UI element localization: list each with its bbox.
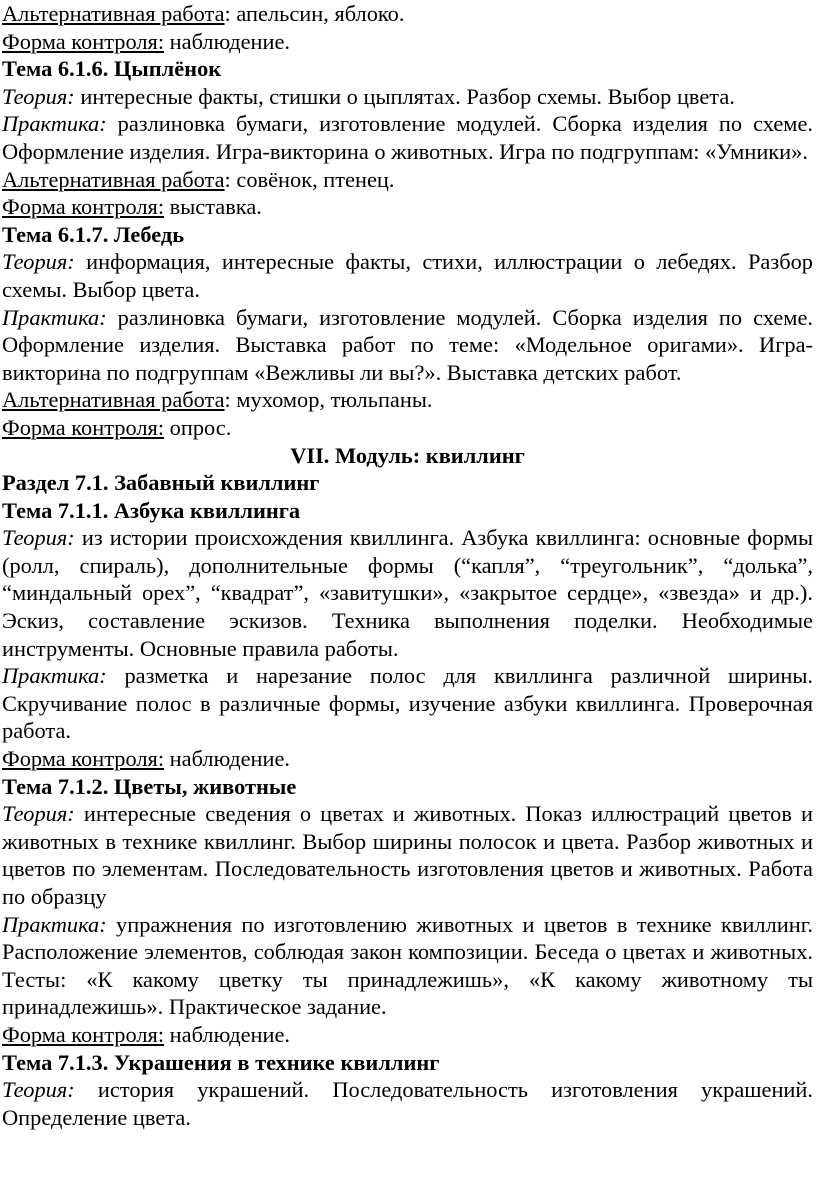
- control-form-label: Форма контроля:: [2, 1021, 165, 1047]
- alt-work-line: [2, 0, 813, 28]
- topic-heading: Тема 7.1.3. Украшения в технике квиллинг: [2, 1049, 440, 1075]
- alt-work-text: мухомор, тюльпаны.: [236, 387, 433, 413]
- topic-heading: Тема 6.1.6. Цыплёнок: [2, 56, 222, 82]
- practice-paragraph: [2, 304, 813, 387]
- control-form-line: [2, 193, 813, 221]
- theory-label: Теория:: [2, 525, 75, 551]
- theory-paragraph: [2, 1076, 813, 1131]
- theory-text: интересные сведения о цветах и животных. Показ иллюстраций цветов и животных в технике квиллинг. Выбор ширины полосок и цвета. Разбор животных и цветов по элементам. Последовательность изготовления цветов и животных. Работа по образцу: [2, 801, 813, 909]
- practice-label: Практика:: [2, 304, 107, 330]
- theory-paragraph: [2, 524, 813, 662]
- control-form-line: [2, 28, 813, 56]
- control-form-text: опрос.: [169, 414, 232, 440]
- control-form-label: Форма контроля:: [2, 414, 165, 440]
- theory-label: Теория:: [2, 801, 75, 827]
- control-form-label: Форма контроля:: [2, 28, 165, 54]
- practice-label: Практика:: [2, 663, 107, 689]
- alt-work-line: [2, 166, 813, 194]
- alt-work-label: Альтернативная работа: [2, 166, 225, 192]
- practice-paragraph: [2, 110, 813, 165]
- alt-work-label: Альтернативная работа: [2, 387, 225, 413]
- theory-paragraph: [2, 83, 813, 111]
- topic-heading: Тема 7.1.2. Цветы, животные: [2, 773, 297, 799]
- control-form-label: Форма контроля:: [2, 746, 165, 772]
- theory-text: интересные факты, стишки о цыплятах. Разбор схемы. Выбор цвета.: [74, 83, 735, 109]
- practice-text: разлиновка бумаги, изготовление модулей. Сборка изделия по схеме. Оформление изделия. Выставка работ по теме: «Модельное оригами». Игра-викторина по подгруппам «Вежливы ли вы?». Выставка детских работ.: [2, 304, 813, 385]
- control-form-line: [2, 414, 813, 442]
- control-form-text: наблюдение.: [169, 746, 291, 772]
- practice-paragraph: [2, 662, 813, 745]
- control-form-label: Форма контроля:: [2, 194, 165, 220]
- theory-text: из истории происхождения квиллинга. Азбука квиллинга: основные формы (ролл, спираль), дополнительные формы (“капля”, “треугольник”, “долька”, “миндальный орех”, “квадрат”, «завитушки», «закрытое сердце», «звезда» и др.). Эскиз, составление эскизов. Техника выполнения поделки. Необходимые инструменты. Основные правила работы.: [2, 525, 813, 661]
- separator: :: [224, 166, 237, 192]
- alt-work-label: Альтернативная работа: [2, 1, 225, 26]
- alt-work-text: совёнок, птенец.: [236, 166, 395, 192]
- practice-label: Практика:: [2, 111, 107, 137]
- control-form-line: [2, 1021, 813, 1049]
- theory-paragraph: [2, 248, 813, 303]
- control-form-text: выставка.: [169, 194, 262, 220]
- module-heading: VII. Модуль: квиллинг: [290, 442, 525, 468]
- practice-paragraph: [2, 911, 813, 1021]
- topic-heading: Тема 7.1.1. Азбука квиллинга: [2, 497, 301, 523]
- theory-label: Теория:: [2, 249, 75, 275]
- alt-work-text: апельсин, яблоко.: [236, 1, 405, 26]
- control-form-line: [2, 745, 813, 773]
- practice-text: разлиновка бумаги, изготовление модулей. Сборка изделия по схеме. Оформление изделия. Игра-викторина о животных. Игра по подгруппам: «Умники».: [2, 111, 813, 164]
- theory-paragraph: [2, 800, 813, 910]
- topic-heading: Тема 6.1.7. Лебедь: [2, 221, 185, 247]
- control-form-text: наблюдение.: [169, 28, 291, 54]
- theory-text: история украшений. Последовательность изготовления украшений. Определение цвета.: [2, 1077, 813, 1130]
- theory-text: информация, интересные факты, стихи, иллюстрации о лебедях. Разбор схемы. Выбор цвета.: [2, 249, 813, 302]
- separator: :: [224, 387, 237, 413]
- practice-text: упражнения по изготовлению животных и цветов в технике квиллинг. Расположение элементов, соблюдая закон композиции. Беседа о цветах и животных. Тесты: «К какому цветку ты принадлежишь», «К какому животному ты принадлежишь». Практическое задание.: [2, 911, 813, 1020]
- practice-text: разметка и нарезание полос для квиллинга различной ширины. Скручивание полос в различные формы, изучение азбуки квиллинга. Проверочная работа.: [2, 663, 813, 744]
- practice-label: Практика:: [2, 911, 107, 937]
- separator: :: [224, 1, 237, 26]
- theory-label: Теория:: [2, 83, 75, 109]
- alt-work-line: [2, 386, 813, 414]
- theory-label: Теория:: [2, 1077, 75, 1103]
- section-heading: Раздел 7.1. Забавный квиллинг: [2, 470, 320, 496]
- control-form-text: наблюдение.: [169, 1021, 291, 1047]
